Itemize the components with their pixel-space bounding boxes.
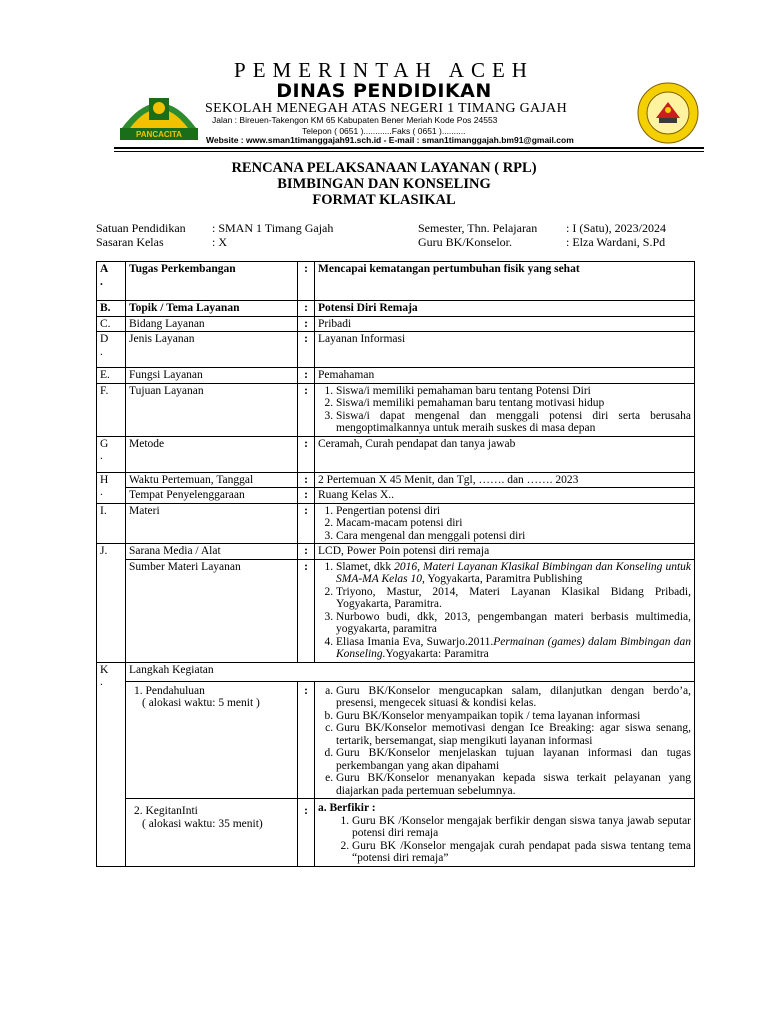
row-g [97, 436, 695, 472]
row-d [97, 332, 695, 368]
document-title [0, 160, 768, 208]
list-item: 2. Siswa/i memiliki pemahaman baru tentang motivasi hidup [336, 397, 691, 410]
row-c [97, 316, 695, 332]
code-g: G . [97, 436, 126, 472]
code-c: C. [97, 316, 126, 332]
list-item: 1. Pengertian potensi diri [336, 505, 691, 518]
value-waktu: 2 Pertemuan X 45 Menit, dan Tgl, ……. dan ……. 2023 [315, 472, 695, 488]
list-item: b. Guru BK/Konselor menyampaikan topik / tema layanan informasi [336, 710, 691, 723]
sumber-list [318, 561, 691, 661]
code-a: A . [97, 262, 126, 301]
list-item: 2. Triyono, Mastur, 2014, Materi Layanan Klasikal Bidang Pribadi, Yogyakarta, Paramitra. [336, 586, 691, 611]
label-topik: Topik / Tema Layanan [126, 301, 298, 317]
materi-list [318, 505, 691, 543]
label-sumber: Sumber Materi Layanan [126, 559, 298, 662]
list-item: 3. Cara mengenal dan menggali potensi diri [336, 530, 691, 543]
colon: : [298, 503, 315, 544]
value-tugas-perkembangan: Mencapai kematangan pertumbuhan fisik yang sehat [315, 262, 695, 301]
colon: : [298, 544, 315, 560]
label-pendahuluan [126, 681, 298, 799]
label-metode: Metode [126, 436, 298, 472]
pendahuluan-alokasi: ( alokasi waktu: 5 menit ) [142, 697, 260, 709]
letterhead-website: Website : www.sman1timanggajah91.sch.id - E-mail : sman1timanggajah.bm91@gmail.com [206, 135, 574, 145]
label-tempat: Tempat Penyelenggaraan [126, 488, 298, 504]
inti-alokasi: ( alokasi waktu: 35 menit) [142, 817, 263, 830]
code-k: K . [97, 662, 126, 866]
colon: : [298, 472, 315, 488]
value-sumber [315, 559, 695, 662]
list-item: d. Guru BK/Konselor menjelaskan tujuan layanan informasi dan tugas perkembangan yang akan dipahami [336, 747, 691, 772]
label-materi: Materi [126, 503, 298, 544]
label-tujuan: Tujuan Layanan [126, 383, 298, 436]
satuan-value: : SMAN 1 Timang Gajah [212, 221, 334, 235]
value-pendahuluan [315, 681, 695, 799]
list-item: 4. Eliasa Imania Eva, Suwarjo.2011.Permainan (games) dalam Bimbingan dan Konseling.Yogyakarta: Paramitra [336, 636, 691, 661]
row-j2 [97, 559, 695, 662]
title-line-2: BIMBINGAN DAN KONSELING [277, 176, 491, 192]
row-k-inti [97, 799, 695, 867]
row-k [97, 662, 695, 681]
label-inti [126, 799, 298, 867]
letterhead-phone: Telepon ( 0651 )............Faks ( 0651 ).......... [302, 126, 466, 136]
inti-title: 2. KegitanInti [134, 805, 198, 817]
colon: : [298, 316, 315, 332]
value-fungsi: Pemahaman [315, 368, 695, 384]
row-i [97, 503, 695, 544]
letterhead-rule-thick [114, 147, 704, 149]
inti-sub-title: a. Berfikir : [318, 802, 376, 814]
row-e [97, 368, 695, 384]
colon: : [298, 799, 315, 867]
code-d: D . [97, 332, 126, 368]
label-bidang: Bidang Layanan [126, 316, 298, 332]
pendahuluan-list [318, 685, 691, 798]
list-item: 1. Guru BK /Konselor mengajak berfikir dengan siswa tanya jawab seputar potensi diri remaja [352, 815, 691, 840]
title-line-3: FORMAT KLASIKAL [312, 192, 456, 208]
list-item: 2. Macam-macam potensi diri [336, 517, 691, 530]
code-i: I. [97, 503, 126, 544]
letterhead-rule-thin [114, 151, 704, 152]
row-k-pendahuluan [97, 681, 695, 799]
row-b [97, 301, 695, 317]
guru-label: Guru BK/Konselor. [418, 235, 512, 249]
inti-list [318, 815, 691, 865]
label-jenis: Jenis Layanan [126, 332, 298, 368]
value-materi [315, 503, 695, 544]
value-tempat: Ruang Kelas X.. [315, 488, 695, 504]
list-item: 2. Guru BK /Konselor mengajak curah pendapat pada siswa tentang tema “potensi diri remaja” [352, 840, 691, 865]
label-waktu: Waktu Pertemuan, Tanggal [126, 472, 298, 488]
code-j: J. [97, 544, 126, 663]
row-a [97, 262, 695, 301]
code-f: F. [97, 383, 126, 436]
row-f [97, 383, 695, 436]
satuan-label: Satuan Pendidikan [96, 221, 186, 235]
letterhead-address: Jalan : Bireuen-Takengon KM 65 Kabupaten Bener Meriah Kode Pos 24553 [212, 115, 498, 125]
colon: : [298, 383, 315, 436]
letterhead-agency: DINAS PENDIDIKAN [276, 80, 492, 102]
label-fungsi: Fungsi Layanan [126, 368, 298, 384]
colon: : [298, 488, 315, 504]
list-item: 3. Nurbowo budi, dkk, 2013, pengembangan materi berbasis multimedia, yogyakarta, paramitra [336, 611, 691, 636]
letterhead-province: PEMERINTAH ACEH [234, 58, 534, 82]
title-line-1: RENCANA PELAKSANAAN LAYANAN ( RPL) [231, 160, 537, 176]
value-jenis: Layanan Informasi [315, 332, 695, 368]
value-bidang: Pribadi [315, 316, 695, 332]
list-item: 1. Slamet, dkk 2016, Materi Layanan Klasikal Bimbingan dan Konseling untuk SMA-MA Kelas 10, Yogyakarta, Paramitra Publishing [336, 561, 691, 586]
label-langkah: Langkah Kegiatan [126, 662, 695, 681]
colon: : [298, 559, 315, 662]
rpl-table [96, 261, 695, 867]
colon: : [298, 436, 315, 472]
row-h [97, 472, 695, 488]
list-item: c. Guru BK/Konselor memotivasi dengan Ice Breaking: agar siswa senang, tertarik, bersemangat, siap mengikuti layanan informasi [336, 722, 691, 747]
list-item: 1. Siswa/i memiliki pemahaman baru tentang Potensi Diri [336, 385, 691, 398]
semester-label: Semester, Thn. Pelajaran [418, 221, 538, 235]
value-sarana: LCD, Power Poin potensi diri remaja [315, 544, 695, 560]
list-item: a. Guru BK/Konselor mengucapkan salam, dilanjutkan dengan berdo’a, presensi, mengecek situasi & kondisi kelas. [336, 685, 691, 710]
code-b: B. [97, 301, 126, 317]
logo-left-caption: PANCACITA [136, 130, 182, 139]
colon: : [298, 681, 315, 799]
tujuan-list [318, 385, 691, 435]
pendahuluan-title: 1. Pendahuluan [134, 684, 205, 697]
row-j [97, 544, 695, 560]
label-sarana: Sarana Media / Alat [126, 544, 298, 560]
value-inti [315, 799, 695, 867]
label-tugas-perkembangan: Tugas Perkembangan [126, 262, 298, 301]
sasaran-value: : X [212, 235, 227, 249]
value-metode: Ceramah, Curah pendapat dan tanya jawab [315, 436, 695, 472]
code-h: H . [97, 472, 126, 503]
colon: : [298, 301, 315, 317]
letterhead-school: SEKOLAH MENEGAH ATAS NEGERI 1 TIMANG GAJAH [205, 101, 567, 116]
colon: : [298, 368, 315, 384]
colon: : [298, 332, 315, 368]
list-item: 3. Siswa/i dapat mengenal dan menggali potensi diri serta berusaha mengoptimalkannya untuk meraih suskes di masa depan [336, 410, 691, 435]
row-h2 [97, 488, 695, 504]
list-item: e. Guru BK/Konselor menanyakan kepada siswa terkait pelayanan yang diajarkan pada pertemuan sebelumnya. [336, 772, 691, 797]
sasaran-label: Sasaran Kelas [96, 235, 164, 249]
value-tujuan [315, 383, 695, 436]
semester-value: : I (Satu), 2023/2024 [566, 221, 666, 235]
code-e: E. [97, 368, 126, 384]
value-topik: Potensi Diri Remaja [315, 301, 695, 317]
guru-value: : Elza Wardani, S.Pd [566, 235, 666, 249]
colon: : [298, 262, 315, 301]
